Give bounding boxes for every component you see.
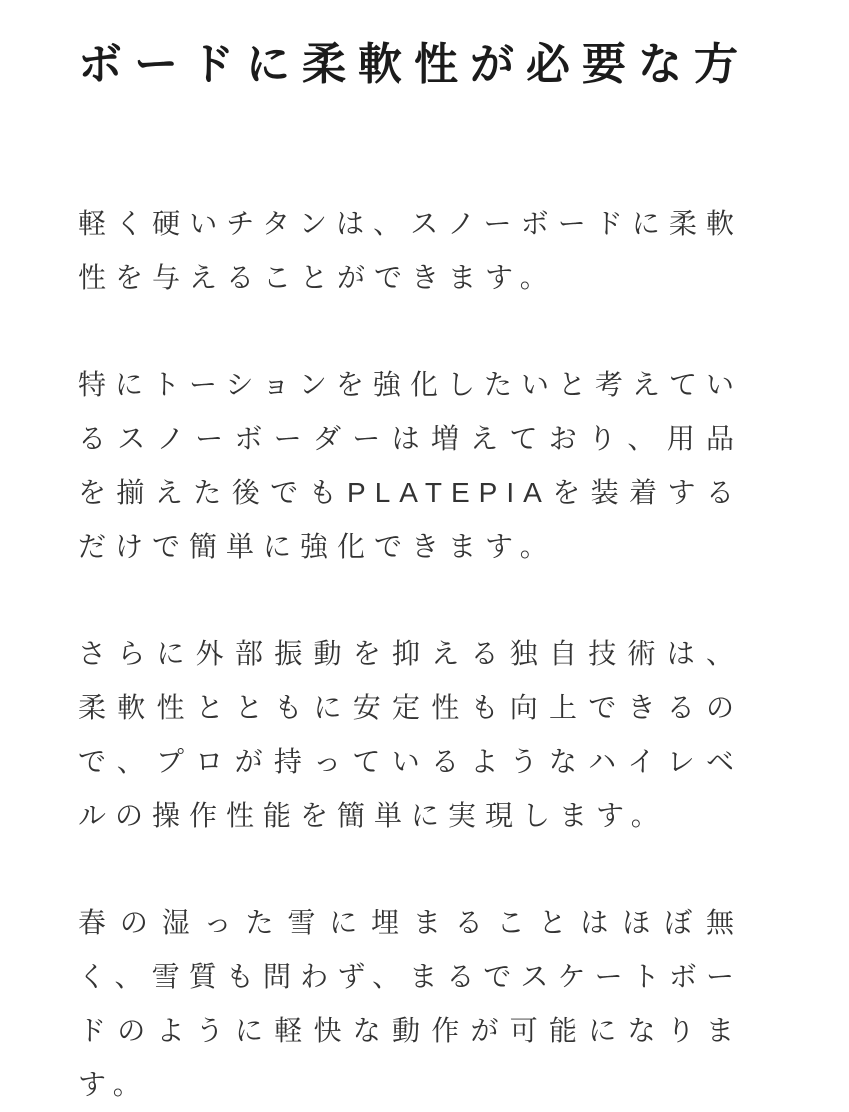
paragraph-torsion-reinforcement: 特にトーションを強化したいと考えているスノーボーダーは増えており、用品を揃えた後でもPLATEPIAを装着するだけで簡単に強化できます。 (78, 369, 743, 562)
paragraph-vibration-technology: さらに外部振動を抑える独自技術は、柔軟性とともに安定性も向上できるので、プロが持っているようなハイレベルの操作性能を簡単に実現します。 (78, 638, 743, 831)
paragraph-titanium-flexibility: 軽く硬いチタンは、スノーボードに柔軟性を与えることができます。 (78, 208, 743, 293)
paragraph-spring-snow: 春の湿った雪に埋まることはほぼ無く、雪質も問わず、まるでスケートボードのように軽快な動作が可能になります。 (78, 907, 743, 1100)
section-heading: ボードに柔軟性が必要な方 (78, 40, 750, 89)
